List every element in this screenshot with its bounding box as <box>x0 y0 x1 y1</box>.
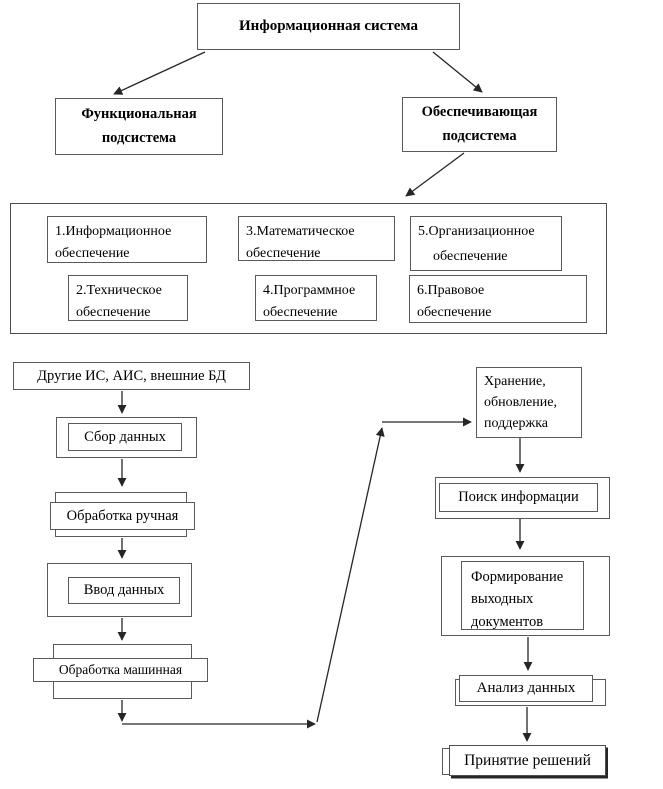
node-information-support <box>47 216 207 263</box>
providing-line1: Обеспечивающая <box>421 104 538 121</box>
component-5-line2: обеспечение <box>433 249 508 265</box>
data-input-label: Ввод данных <box>83 582 165 598</box>
external-sources-label: Другие ИС, АИС, внешние БД <box>37 367 226 384</box>
node-information-system <box>197 3 460 50</box>
node-legal-support <box>409 275 587 323</box>
connector-diagonal-up <box>317 428 382 722</box>
data-analysis-label: Анализ данных <box>476 680 576 696</box>
node-decision-making <box>449 745 606 776</box>
component-2-line1: 2.Техническое <box>76 283 162 298</box>
node-software-support <box>255 275 377 321</box>
component-1-line2: обеспечение <box>55 245 130 261</box>
node-functional-subsystem <box>55 98 223 155</box>
connector-root-functional <box>114 52 205 94</box>
functional-line1: Функциональная <box>81 106 197 122</box>
component-2-line2: обеспечение <box>76 304 151 320</box>
node-organizational-support <box>410 216 562 271</box>
component-5-line1: 5.Организационное <box>418 224 535 239</box>
data-collection-label: Сбор данных <box>84 428 166 445</box>
node-providing-subsystem <box>402 97 557 152</box>
connector-root-providing <box>433 52 482 92</box>
output-documents-line2: выходных <box>471 591 534 608</box>
component-3-line2: обеспечение <box>246 245 321 261</box>
storage-line2: обновление, <box>484 395 557 410</box>
node-manual-processing <box>50 502 195 530</box>
connector-providing-components <box>406 153 464 196</box>
storage-line1: Хранение, <box>484 374 546 389</box>
storage-line3: поддержка <box>484 416 549 431</box>
providing-line2: подсистема <box>442 127 517 144</box>
node-information-search <box>439 483 598 512</box>
node-machine-processing <box>33 658 208 682</box>
output-documents-line1: Формирование <box>471 569 564 585</box>
component-3-line1: 3.Математическое <box>246 224 355 239</box>
node-technical-support <box>68 275 188 321</box>
component-4-line2: обеспечение <box>263 304 338 320</box>
node-data-analysis <box>459 675 593 702</box>
decision-making-label: Принятие решений <box>464 751 591 769</box>
output-documents-line3: документов <box>471 613 544 630</box>
machine-processing-label: Обработка машинная <box>58 662 183 677</box>
component-6-line1: 6.Правовое <box>417 283 485 298</box>
node-data-input <box>68 577 180 604</box>
component-6-line2: обеспечение <box>417 304 492 320</box>
functional-line2: подсистема <box>101 130 177 146</box>
node-external-sources <box>13 362 250 390</box>
node-mathematical-support <box>238 216 395 261</box>
node-storage <box>476 367 582 438</box>
node-data-collection <box>68 423 182 451</box>
component-1-line1: 1.Информационное <box>55 224 172 239</box>
node-information-system-label: Информационная система <box>239 18 418 34</box>
component-4-line1: 4.Программное <box>263 283 356 298</box>
node-output-documents <box>461 561 584 630</box>
information-search-label: Поиск информации <box>458 489 579 505</box>
manual-processing-label: Обработка ручная <box>66 507 179 524</box>
